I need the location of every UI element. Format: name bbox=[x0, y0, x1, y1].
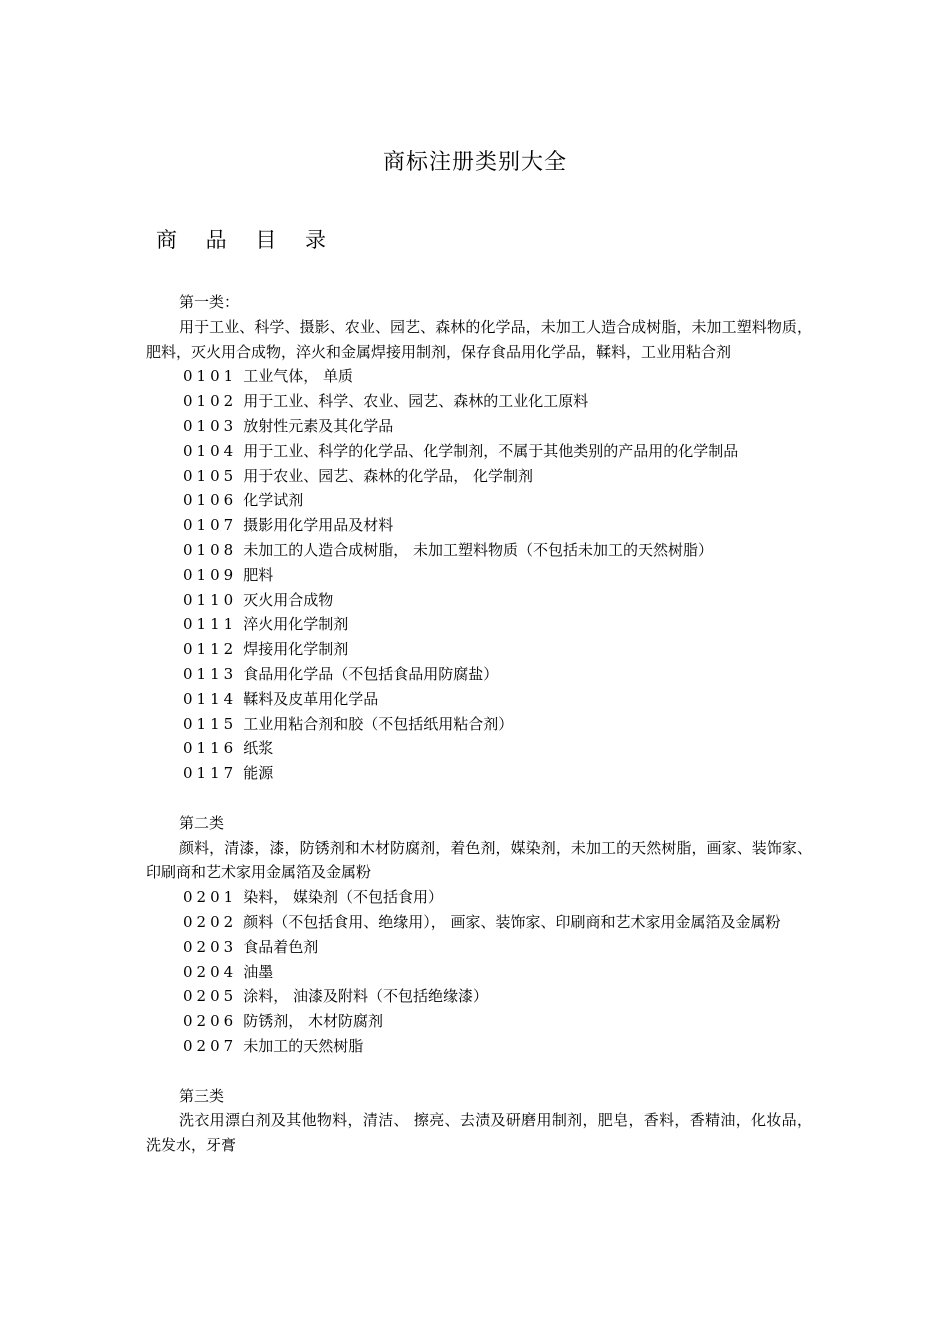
section-heading: 商 品 目 录 bbox=[156, 228, 338, 252]
list-item bbox=[146, 538, 812, 563]
item-code: 0113 bbox=[183, 664, 238, 683]
list-item bbox=[146, 464, 812, 489]
item-text: 未加工的人造合成树脂， 未加工塑料物质（不包括未加工的天然树脂） bbox=[243, 540, 713, 559]
list-item bbox=[146, 662, 812, 687]
item-code: 0202 bbox=[183, 912, 238, 931]
category-description: 用于工业、科学、摄影、农业、园艺、森林的化学品，未加工人造合成树脂，未加工塑料物质，肥料，灭火用合成物，淬火和金属焊接用制剂，保存食品用化学品，鞣料，工业用粘合剂 bbox=[146, 317, 812, 361]
item-code: 0105 bbox=[183, 466, 238, 485]
category-2 bbox=[146, 811, 812, 1059]
item-code: 0102 bbox=[183, 392, 238, 411]
list-item bbox=[146, 736, 812, 761]
item-text: 油墨 bbox=[243, 962, 274, 981]
item-text: 纸浆 bbox=[243, 739, 274, 758]
list-item bbox=[146, 687, 812, 712]
list-item bbox=[146, 389, 812, 414]
item-text: 放射性元素及其化学品 bbox=[243, 416, 394, 435]
list-item bbox=[146, 761, 812, 786]
list-item bbox=[146, 960, 812, 985]
document-title: 商标注册类别大全 bbox=[382, 150, 567, 175]
item-text: 工业用粘合剂和胶（不包括纸用粘合剂） bbox=[243, 714, 514, 733]
item-text: 染料， 媒染剂（不包括食用） bbox=[243, 888, 443, 907]
item-text: 肥料 bbox=[243, 565, 274, 584]
item-text: 涂料， 油漆及附料（不包括绝缘漆） bbox=[243, 987, 488, 1006]
list-item bbox=[146, 513, 812, 538]
document-body bbox=[146, 290, 812, 1158]
list-item bbox=[146, 984, 812, 1009]
item-code: 0116 bbox=[183, 739, 238, 758]
item-code: 0115 bbox=[183, 714, 238, 733]
item-code: 0206 bbox=[183, 1012, 238, 1031]
category-label: 第二类 bbox=[179, 813, 225, 832]
item-code: 0205 bbox=[183, 987, 238, 1006]
list-item bbox=[146, 885, 812, 910]
list-item bbox=[146, 612, 812, 637]
item-text: 能源 bbox=[243, 764, 274, 783]
item-code: 0203 bbox=[183, 937, 238, 956]
category-1 bbox=[146, 290, 812, 786]
item-code: 0204 bbox=[183, 962, 238, 981]
item-code: 0109 bbox=[183, 565, 238, 584]
item-code: 0114 bbox=[183, 689, 238, 708]
item-text: 化学试剂 bbox=[243, 491, 304, 510]
item-text: 颜料（不包括食用、绝缘用）， 画家、装饰家、印刷商和艺术家用金属箔及金属粉 bbox=[243, 912, 781, 931]
list-item bbox=[146, 488, 812, 513]
item-text: 用于农业、园艺、森林的化学品， 化学制剂 bbox=[243, 466, 533, 485]
item-text: 鞣料及皮革用化学品 bbox=[243, 689, 379, 708]
item-code: 0112 bbox=[183, 640, 238, 659]
item-text: 未加工的天然树脂 bbox=[243, 1036, 364, 1055]
item-code: 0201 bbox=[183, 888, 238, 907]
item-code: 0107 bbox=[183, 516, 238, 535]
list-item bbox=[146, 414, 812, 439]
item-code: 0104 bbox=[183, 441, 238, 460]
item-code: 0111 bbox=[183, 615, 238, 634]
list-item bbox=[146, 1034, 812, 1059]
list-item bbox=[146, 439, 812, 464]
item-text: 工业气体， 单质 bbox=[243, 367, 353, 386]
list-item bbox=[146, 588, 812, 613]
item-text: 用于工业、科学、农业、园艺、森林的工业化工原料 bbox=[243, 392, 589, 411]
item-text: 食品着色剂 bbox=[243, 937, 319, 956]
list-item bbox=[146, 712, 812, 737]
list-item bbox=[146, 364, 812, 389]
item-code: 0117 bbox=[183, 764, 238, 783]
list-item bbox=[146, 935, 812, 960]
item-text: 防锈剂， 木材防腐剂 bbox=[243, 1012, 383, 1031]
list-item bbox=[146, 563, 812, 588]
category-label: 第一类： bbox=[179, 293, 240, 311]
list-item bbox=[146, 1009, 812, 1034]
category-label: 第三类 bbox=[179, 1086, 225, 1105]
item-text: 用于工业、科学的化学品、化学制剂，不属于其他类别的产品用的化学制品 bbox=[243, 441, 739, 460]
item-text: 摄影用化学用品及材料 bbox=[243, 516, 394, 535]
item-code: 0106 bbox=[183, 491, 238, 510]
list-item bbox=[146, 637, 812, 662]
item-code: 0101 bbox=[183, 367, 238, 386]
item-code: 0108 bbox=[183, 540, 238, 559]
item-text: 淬火用化学制剂 bbox=[243, 615, 349, 634]
category-3 bbox=[146, 1084, 812, 1158]
item-text: 食品用化学品（不包括食品用防腐盐） bbox=[243, 664, 499, 683]
list-item bbox=[146, 910, 812, 935]
item-code: 0103 bbox=[183, 416, 238, 435]
category-description: 洗衣用漂白剂及其他物料，清洁、 擦亮、去渍及研磨用制剂，肥皂，香料，香精油，化妆品，洗发水，牙膏 bbox=[146, 1111, 812, 1155]
item-code: 0207 bbox=[183, 1036, 238, 1055]
item-code: 0110 bbox=[183, 590, 238, 609]
category-description: 颜料，清漆，漆，防锈剂和木材防腐剂，着色剂，媒染剂，未加工的天然树脂，画家、装饰家、印刷商和艺术家用金属箔及金属粉 bbox=[146, 838, 812, 882]
item-text: 灭火用合成物 bbox=[243, 590, 334, 609]
item-text: 焊接用化学制剂 bbox=[243, 640, 349, 659]
